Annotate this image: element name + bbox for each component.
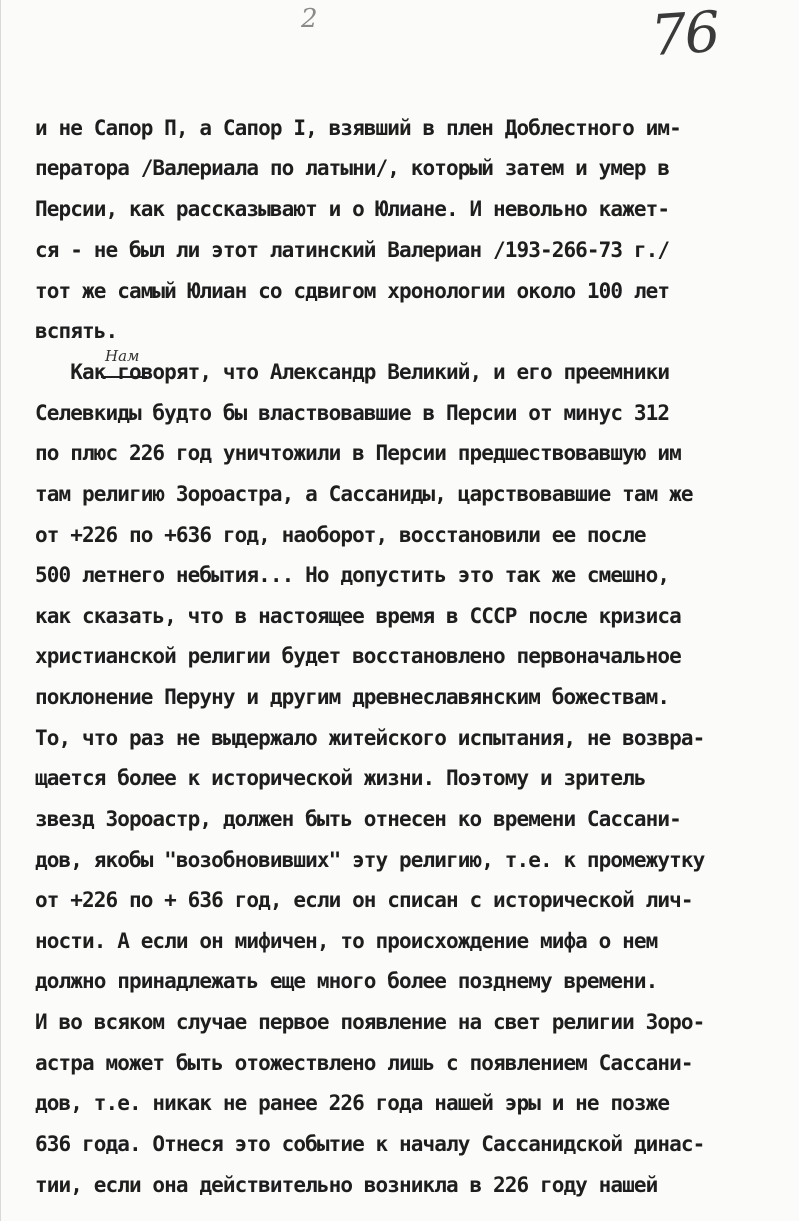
text-line: 500 летнего небытия... Но допустить это так же смешно, bbox=[35, 563, 670, 587]
text-line: 636 года. Отнеся это событие к началу Сассанидской динас- bbox=[35, 1132, 705, 1156]
text-line: тии, если она действительно возникла в 226 году нашей bbox=[35, 1173, 658, 1197]
text-line: дов, т.е. никак не ранее 226 года нашей эры и не позже bbox=[35, 1091, 670, 1115]
text-line: от +226 по +636 год, наоборот, восстановили ее после bbox=[35, 523, 646, 547]
text-line: щается более к исторической жизни. Поэтому и зритель bbox=[35, 766, 646, 790]
text-line: по плюс 226 год уничтожили в Персии предшествовавшую им bbox=[35, 441, 681, 465]
text-line: от +226 по + 636 год, если он списан с исторической лич- bbox=[35, 888, 693, 912]
text-line: тот же самый Юлиан со сдвигом хронологии около 100 лет bbox=[35, 279, 670, 303]
text-line: поклонение Перуну и другим древнеславянским божествам. bbox=[35, 685, 670, 709]
text-line: там религию Зороастра, а Сассаниды, царствовавшие там же bbox=[35, 482, 693, 506]
text-line: Как говорят, что Александр Великий, и его преемники bbox=[35, 360, 670, 384]
text-line: должно принадлежать еще много более позднему времени. bbox=[35, 969, 658, 993]
text-line: То, что раз не выдержало житейского испытания, не возвра- bbox=[35, 726, 705, 750]
text-line: ся - не был ли этот латинский Валериан /193-266-73 г./ bbox=[35, 238, 670, 262]
text-line: Селевкиды будто бы властвовавшие в Персии от минус 312 bbox=[35, 401, 670, 425]
text-line: и не Сапор П, а Сапор I, взявший в плен Доблестного им- bbox=[35, 116, 681, 140]
text-line: ности. А если он мифичен, то происхождение мифа о нем bbox=[35, 929, 658, 953]
text-line: ператора /Валериала по латыни/, который затем и умер в bbox=[35, 156, 670, 180]
text-line: Персии, как рассказывают и о Юлиане. И невольно кажет- bbox=[35, 197, 670, 221]
handwritten-correction: Нам bbox=[105, 347, 140, 365]
handwritten-mark: 2 bbox=[301, 4, 318, 34]
text-line: христианской религии будет восстановлено первоначальное bbox=[35, 644, 681, 668]
text-line: звезд Зороастр, должен быть отнесен ко времени Сассани- bbox=[35, 807, 681, 831]
text-line: вспять. bbox=[35, 319, 118, 343]
text-line: дов, якобы "возобновивших" эту религию, т.е. к промежутку bbox=[35, 848, 705, 872]
text-line: как сказать, что в настоящее время в СССР после кризиса bbox=[35, 604, 681, 628]
folio-number: 76 bbox=[648, 0, 721, 70]
text-line: И во всяком случае первое появление на свет религии Зоро- bbox=[35, 1010, 705, 1034]
text-line: астра может быть отожествлено лишь с появлением Сассани- bbox=[35, 1051, 693, 1075]
